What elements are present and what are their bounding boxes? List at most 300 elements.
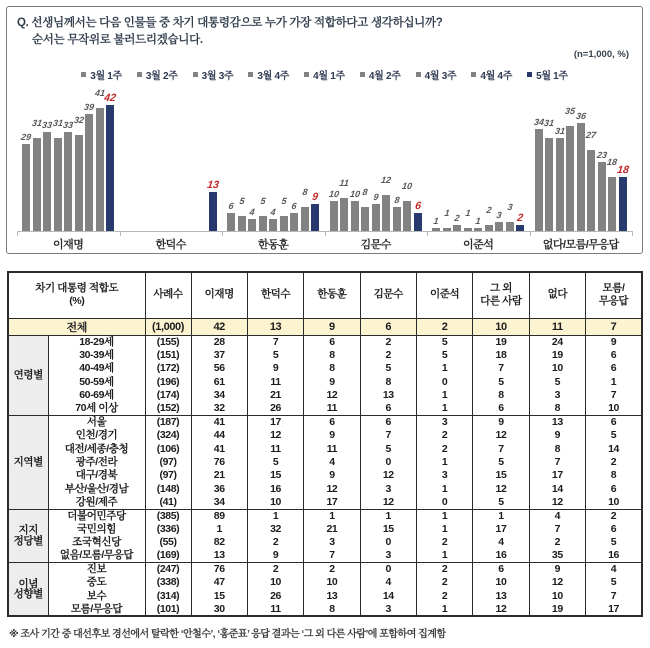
bar <box>238 216 246 231</box>
row-label: 60-69세 <box>48 389 145 402</box>
table-cell: 5 <box>247 348 303 361</box>
table-cell: 1 <box>473 509 529 522</box>
table-cell: 6 <box>586 482 642 495</box>
legend-label: 3월 4주 <box>257 71 290 83</box>
table-cell: 18 <box>473 348 529 361</box>
bar-value-label: 10 <box>328 189 340 200</box>
bar-slot <box>135 84 143 231</box>
bar-value-label: 35 <box>564 106 577 117</box>
table-cell: 2 <box>416 536 472 549</box>
footnote: ※ 조사 기간 중 대선후보 경선에서 탈락한 ‘안철수’, ‘홍준표’ 응답 결과는 ‘그 외 다른 사람’에 포함하여 집계함 <box>9 629 446 640</box>
table-cell: 5 <box>473 496 529 509</box>
legend-label: 5월 1주 <box>536 71 568 83</box>
table-cell: (338) <box>145 576 191 589</box>
bar-slot <box>238 84 246 231</box>
table-cell: 4 <box>304 456 360 469</box>
crosstab-table <box>7 271 643 617</box>
bar-value-label: 31 <box>31 118 43 129</box>
bar <box>301 207 309 231</box>
table-cell: 9 <box>586 335 642 348</box>
table-cell: 6 <box>586 522 642 535</box>
table-cell: 19 <box>473 335 529 348</box>
table-cell: 9 <box>247 362 303 375</box>
bar <box>495 222 503 231</box>
table-cell: 10 <box>586 402 642 415</box>
table-cell: 61 <box>191 375 247 388</box>
table-row <box>8 589 642 602</box>
table-cell: 8 <box>529 402 585 415</box>
bar-slot <box>41 84 54 231</box>
row-label: 중도 <box>48 576 145 589</box>
table-cell: 17 <box>586 603 642 616</box>
table-cell: 7 <box>586 589 642 602</box>
table-row <box>8 389 642 402</box>
bar-value-label: 41 <box>94 88 106 99</box>
category-label: 없다/모름/무응답 <box>542 239 619 252</box>
table-cell: 16 <box>586 549 642 562</box>
table-cell: 12 <box>473 429 529 442</box>
bar <box>22 144 30 231</box>
table-cell: 9 <box>304 469 360 482</box>
table-cell: 41 <box>191 415 247 428</box>
table-row <box>8 563 642 576</box>
table-cell: 1 <box>416 389 472 402</box>
column-header: 김문수 <box>360 272 416 318</box>
table-cell: 10 <box>247 496 303 509</box>
table-cell: 12 <box>247 429 303 442</box>
table-cell: 4 <box>529 509 585 522</box>
table-cell: 9 <box>304 429 360 442</box>
table-row <box>8 603 642 616</box>
chart-plot-area <box>17 84 632 232</box>
table-cell: 8 <box>304 348 360 361</box>
table-cell: 12 <box>473 482 529 495</box>
table-section <box>8 563 642 617</box>
legend-label: 4월 3주 <box>424 71 457 83</box>
table-cell: (1,000) <box>145 318 191 335</box>
bar-group <box>427 84 530 231</box>
bar-slot <box>167 84 175 231</box>
bar-value-label: 1 <box>443 208 451 219</box>
bar-slot <box>198 84 206 231</box>
question-chart-box <box>6 6 643 254</box>
row-label: 보수 <box>48 589 145 602</box>
table-cell: 1 <box>416 482 472 495</box>
table-cell: 5 <box>586 429 642 442</box>
table-cell: (101) <box>145 603 191 616</box>
table-cell: 5 <box>529 375 585 388</box>
table-cell: 11 <box>247 442 303 455</box>
table-cell: 1 <box>360 509 416 522</box>
table-cell: (187) <box>145 415 191 428</box>
table-cell: 32 <box>247 522 303 535</box>
bar-slot <box>269 84 277 231</box>
table-row <box>8 362 642 375</box>
group-label: 연령별 <box>8 335 48 415</box>
table-cell: 11 <box>247 603 303 616</box>
row-label: 광주/전라 <box>48 456 145 469</box>
bar-slot <box>556 84 564 231</box>
table-cell: (152) <box>145 402 191 415</box>
legend-label: 4월 1주 <box>313 71 345 83</box>
table-cell: 0 <box>360 563 416 576</box>
bar-value-label: 6 <box>291 201 298 212</box>
bar <box>382 195 390 231</box>
bar-slot <box>340 84 348 231</box>
bar <box>535 129 543 231</box>
bar-value-label: 9 <box>372 192 380 203</box>
table-cell: 10 <box>586 496 642 509</box>
bar-slot <box>351 84 359 231</box>
bar <box>485 225 493 231</box>
legend-swatch-icon <box>416 72 421 77</box>
bar <box>566 126 574 231</box>
table-cell: 11 <box>304 442 360 455</box>
table-cell: 17 <box>473 522 529 535</box>
bar-value-label: 5 <box>238 196 246 207</box>
bar <box>403 201 411 231</box>
bar <box>556 138 564 231</box>
category-label: 이재명 <box>53 239 84 252</box>
table-section <box>8 509 642 563</box>
table-cell: 12 <box>304 482 360 495</box>
table-cell: 2 <box>416 576 472 589</box>
table-cell: 42 <box>191 318 247 335</box>
chart-legend <box>7 67 642 82</box>
table-cell: (336) <box>145 522 191 535</box>
table-cell: 7 <box>473 362 529 375</box>
table-cell: 1 <box>586 375 642 388</box>
table-section <box>8 415 642 509</box>
table-cell: 19 <box>529 603 585 616</box>
bar-group <box>530 84 633 231</box>
bar <box>598 162 606 231</box>
table-cell: 2 <box>247 563 303 576</box>
table-cell: 15 <box>191 589 247 602</box>
row-label: 국민의힘 <box>48 522 145 535</box>
table-cell: 17 <box>247 415 303 428</box>
table-cell: 8 <box>304 603 360 616</box>
bar-value-label: 2 <box>516 211 525 224</box>
legend-swatch-icon <box>81 72 86 77</box>
bar <box>351 201 359 231</box>
legend-swatch-icon <box>137 72 142 77</box>
table-cell: 0 <box>360 536 416 549</box>
column-header: 사례수 <box>145 272 191 318</box>
table-cell: 11 <box>247 375 303 388</box>
bar-slot <box>464 84 472 231</box>
bar-value-label: 18 <box>616 163 630 176</box>
bar-value-label: 42 <box>103 91 117 104</box>
table-cell: 82 <box>191 536 247 549</box>
row-label: 50-59세 <box>48 375 145 388</box>
bar <box>516 225 524 231</box>
bar-slot <box>506 84 514 231</box>
bar-group <box>17 84 120 231</box>
bar <box>577 123 585 231</box>
table-cell: 76 <box>191 456 247 469</box>
table-cell: 7 <box>529 456 585 469</box>
table-cell: 5 <box>416 335 472 348</box>
row-label: 전체 <box>8 318 145 335</box>
bar <box>340 198 348 231</box>
bar <box>75 135 83 231</box>
legend-item <box>193 67 234 82</box>
legend-label: 3월 3주 <box>201 71 234 83</box>
table-row <box>8 335 642 348</box>
table-cell: 21 <box>247 389 303 402</box>
row-label: 인천/경기 <box>48 429 145 442</box>
bar-slot <box>290 84 298 231</box>
bar-value-label: 36 <box>575 111 587 122</box>
bar <box>474 228 482 231</box>
bar <box>414 213 422 231</box>
bar-slot <box>54 84 62 231</box>
table-cell: 21 <box>304 522 360 535</box>
axis-tick <box>120 231 121 236</box>
table-cell: (196) <box>145 375 191 388</box>
table-header <box>8 272 642 318</box>
table-cell: 3 <box>416 469 472 482</box>
table-cell: 1 <box>416 509 472 522</box>
table-cell: 12 <box>473 603 529 616</box>
table-cell: 10 <box>304 576 360 589</box>
table-row <box>8 509 642 522</box>
table-cell: 0 <box>416 375 472 388</box>
bar <box>311 204 319 231</box>
table-cell: 16 <box>473 549 529 562</box>
row-label: 대전/세종/충청 <box>48 442 145 455</box>
table-cell: (148) <box>145 482 191 495</box>
bar-value-label: 2 <box>485 205 493 216</box>
group-label: 지역별 <box>8 415 48 509</box>
bar-group <box>222 84 325 231</box>
table-cell: (247) <box>145 563 191 576</box>
table-cell: 12 <box>360 469 416 482</box>
table-cell: (97) <box>145 456 191 469</box>
bar-slot <box>401 84 414 231</box>
bar <box>64 132 72 231</box>
bar <box>361 207 369 231</box>
table-cell: 6 <box>304 415 360 428</box>
bar-value-label: 1 <box>464 208 472 219</box>
table-cell: 56 <box>191 362 247 375</box>
table-cell: 17 <box>304 496 360 509</box>
table-cell: (324) <box>145 429 191 442</box>
table-cell: 4 <box>360 576 416 589</box>
table-cell: 15 <box>247 469 303 482</box>
row-label: 대구/경북 <box>48 469 145 482</box>
legend-swatch-icon <box>248 72 253 77</box>
bar-slot <box>75 84 83 231</box>
table-cell: 28 <box>191 335 247 348</box>
bar-slot <box>414 84 422 231</box>
table-cell: 0 <box>416 496 472 509</box>
table-cell: (106) <box>145 442 191 455</box>
table-row <box>8 375 642 388</box>
table-cell: 3 <box>304 536 360 549</box>
table-row <box>8 482 642 495</box>
table-section <box>8 335 642 415</box>
table-cell: 13 <box>360 389 416 402</box>
bar-slot <box>543 84 556 231</box>
table-cell: (174) <box>145 389 191 402</box>
bar-value-label: 9 <box>311 190 320 203</box>
table-cell: 9 <box>304 318 360 335</box>
bar-value-label: 5 <box>280 196 288 207</box>
group-label: 지지 정당별 <box>8 509 48 563</box>
bar-slot <box>96 84 104 231</box>
table-cell: 1 <box>416 522 472 535</box>
table-row <box>8 549 642 562</box>
table-cell: 8 <box>304 362 360 375</box>
table-cell: 8 <box>360 375 416 388</box>
column-header: 모름/ 무응답 <box>586 272 642 318</box>
legend-item <box>416 67 457 82</box>
bar <box>280 216 288 231</box>
legend-swatch-icon <box>471 72 476 77</box>
bar-slot <box>188 84 196 231</box>
bar-value-label: 10 <box>349 189 361 200</box>
bar-slot <box>62 84 75 231</box>
bar <box>432 228 440 231</box>
bar-value-label: 2 <box>454 213 461 224</box>
table-cell: 5 <box>247 456 303 469</box>
table-cell: 76 <box>191 563 247 576</box>
bar <box>453 225 461 231</box>
legend-label: 4월 2주 <box>368 71 401 83</box>
row-label: 없음/모름/무응답 <box>48 549 145 562</box>
table-row <box>8 442 642 455</box>
bar-chart <box>17 84 632 252</box>
bar <box>269 219 277 231</box>
table-cell: 5 <box>586 536 642 549</box>
table-cell: 1 <box>304 509 360 522</box>
table-cell: 14 <box>586 442 642 455</box>
bar-slot <box>485 84 493 231</box>
legend-label: 4월 4주 <box>480 71 513 83</box>
bar-slot <box>585 84 598 231</box>
row-label: 18-29세 <box>48 335 145 348</box>
table-row <box>8 469 642 482</box>
axis-tick <box>325 231 326 236</box>
axis-tick <box>632 231 633 236</box>
bar-group <box>120 84 223 231</box>
bar-slot <box>443 84 451 231</box>
table-cell: (155) <box>145 335 191 348</box>
table-cell: 9 <box>473 415 529 428</box>
table-cell: 1 <box>191 522 247 535</box>
table-cell: 7 <box>247 335 303 348</box>
bar-value-label: 6 <box>228 201 235 212</box>
legend-swatch-icon <box>527 72 532 77</box>
bar-slot <box>361 84 369 231</box>
legend-item <box>471 67 512 82</box>
row-label: 부산/울산/경남 <box>48 482 145 495</box>
legend-item <box>527 67 568 82</box>
bar <box>290 213 298 231</box>
bar-slot <box>125 84 133 231</box>
table-cell: 15 <box>473 469 529 482</box>
table-cell: 6 <box>360 415 416 428</box>
table-cell: 3 <box>360 603 416 616</box>
bar <box>106 105 114 231</box>
bar-value-label: 8 <box>362 187 369 198</box>
table-cell: (151) <box>145 348 191 361</box>
bar-slot <box>380 84 393 231</box>
bar-slot <box>372 84 380 231</box>
column-header: 그 외 다른 사람 <box>473 272 529 318</box>
table-row <box>8 522 642 535</box>
bar-slot <box>564 84 577 231</box>
legend-item <box>248 67 289 82</box>
legend-item <box>81 67 122 82</box>
bar <box>619 177 627 231</box>
bar-slot <box>495 84 503 231</box>
table-cell: (41) <box>145 496 191 509</box>
table-cell: 7 <box>586 318 642 335</box>
table-cell: 7 <box>304 549 360 562</box>
bar <box>506 222 514 231</box>
bar-value-label: 5 <box>259 196 267 207</box>
table-cell: 13 <box>529 415 585 428</box>
row-label: 서울 <box>48 415 145 428</box>
bar-slot <box>516 84 524 231</box>
table-cell: 6 <box>586 348 642 361</box>
table-cell: 2 <box>529 536 585 549</box>
row-label: 30-39세 <box>48 348 145 361</box>
bar-value-label: 1 <box>475 216 482 227</box>
table-cell: 1 <box>416 549 472 562</box>
bar <box>330 201 338 231</box>
table-cell: 34 <box>191 496 247 509</box>
bar-slot <box>453 84 461 231</box>
table-cell: 9 <box>529 429 585 442</box>
bar-slot <box>311 84 319 231</box>
legend-label: 3월 2주 <box>145 71 178 83</box>
bar-slot <box>206 84 220 231</box>
legend-item <box>137 67 178 82</box>
table-cell: 1 <box>416 456 472 469</box>
bar-value-label: 34 <box>533 117 545 128</box>
table-cell: 6 <box>360 402 416 415</box>
bar-value-label: 18 <box>606 157 619 168</box>
table-cell: 12 <box>529 576 585 589</box>
chart-category-axis <box>17 236 632 252</box>
bar-value-label: 13 <box>206 178 220 191</box>
table-row <box>8 415 642 428</box>
table-cell: 2 <box>416 318 472 335</box>
row-label: 강원/제주 <box>48 496 145 509</box>
table-cell: 5 <box>360 442 416 455</box>
table-cell: 37 <box>191 348 247 361</box>
bar-slot <box>177 84 185 231</box>
bar-value-label: 10 <box>401 181 414 192</box>
table-cell: 9 <box>304 375 360 388</box>
bar <box>96 108 104 231</box>
legend-swatch-icon <box>360 72 365 77</box>
table-cell: 3 <box>360 482 416 495</box>
axis-tick <box>222 231 223 236</box>
bar-slot <box>156 84 164 231</box>
bar-slot <box>33 84 41 231</box>
table-cell: 2 <box>586 456 642 469</box>
table-cell: 14 <box>529 482 585 495</box>
bar <box>43 132 51 231</box>
table-row <box>8 496 642 509</box>
bar-slot <box>432 84 440 231</box>
row-label: 40-49세 <box>48 362 145 375</box>
